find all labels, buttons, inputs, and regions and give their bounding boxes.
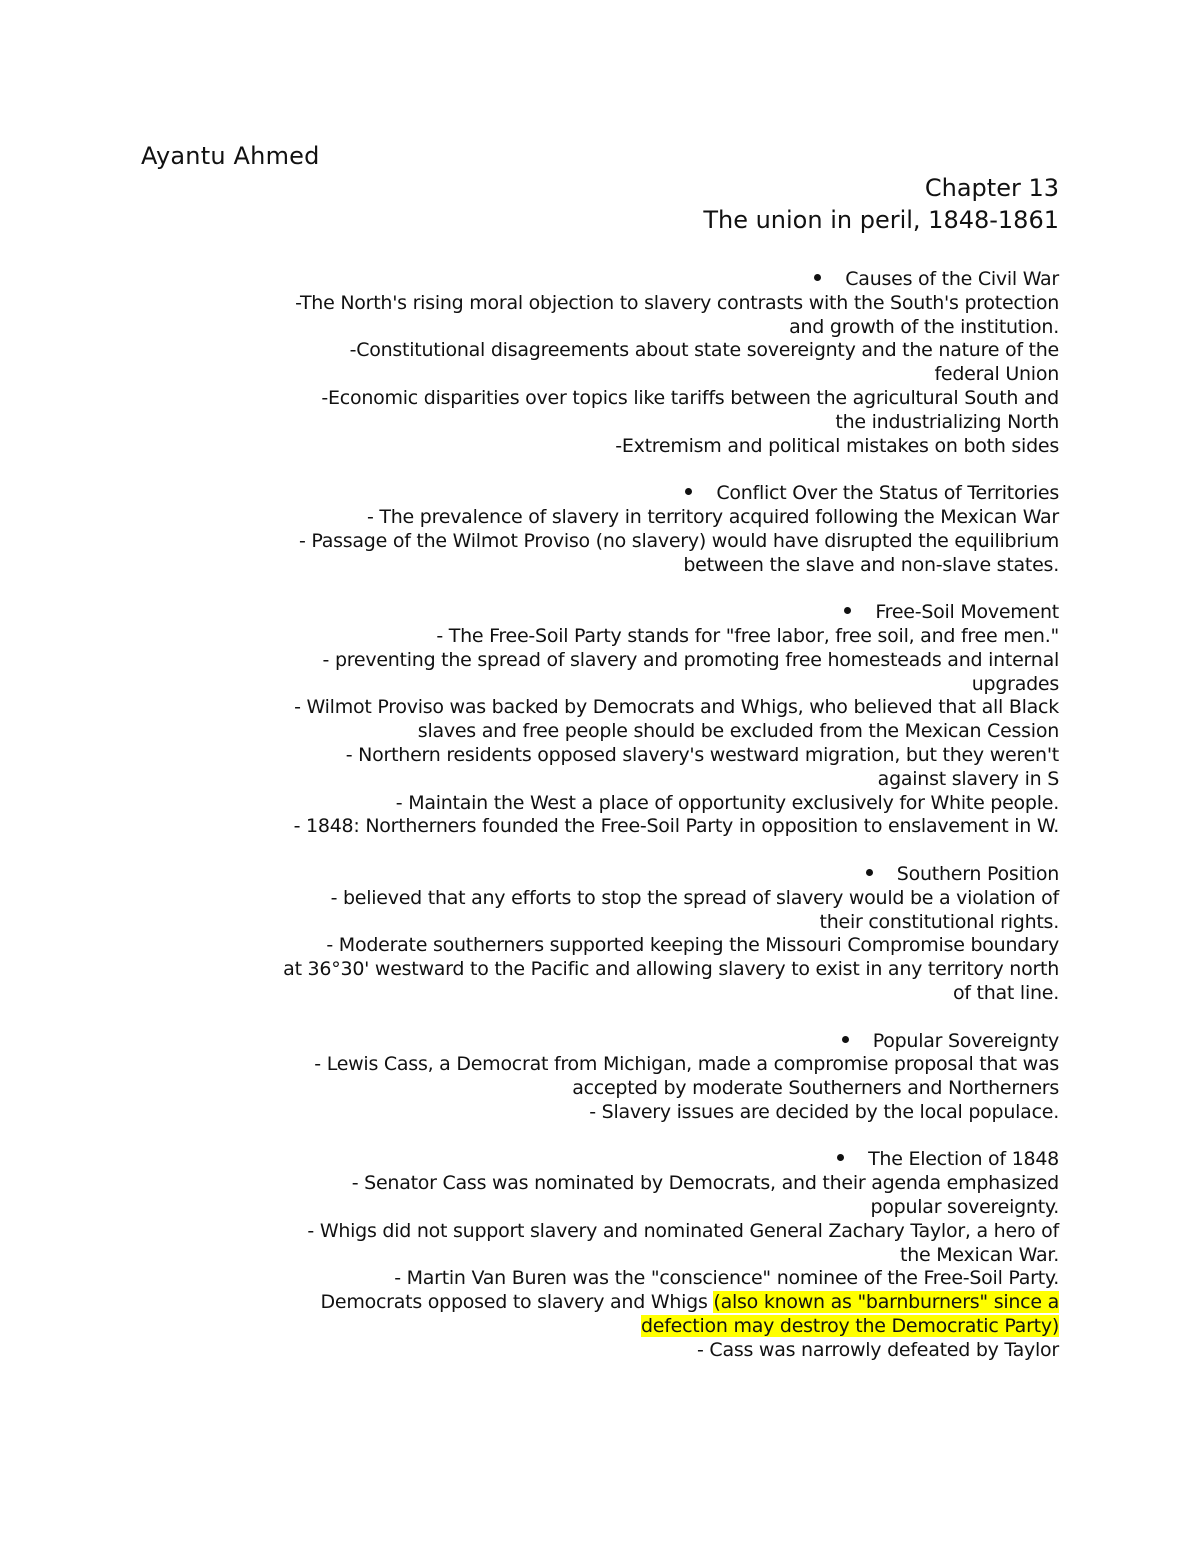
note-line: - 1848: Northerners founded the Free-Soil Party in opposition to enslavement in W. (293, 815, 1059, 838)
note-line: - Passage of the Wilmot Proviso (no slavery) would have disrupted the equilibrium (298, 529, 1059, 552)
note-line: - Lewis Cass, a Democrat from Michigan, made a compromise proposal that was (314, 1053, 1059, 1076)
note-line: - Martin Van Buren was the "conscience" nominee of the Free-Soil Party. (394, 1267, 1059, 1290)
note-line: - Senator Cass was nominated by Democrats, and their agenda emphasized (351, 1172, 1059, 1195)
note-line: - Slavery issues are decided by the local populace. (589, 1100, 1059, 1123)
note-line: and growth of the institution. (789, 315, 1059, 338)
note-line: federal Union (934, 363, 1059, 386)
note-line: - Northern residents opposed slavery's westward migration, but they weren't (345, 743, 1059, 766)
note-line: slaves and free people should be excluded from the Mexican Cession (417, 720, 1059, 743)
note-line: -Economic disparities over topics like tariffs between the agricultural South and (321, 386, 1059, 409)
section-title: Southern Position (896, 862, 1059, 885)
note-text: Democrats opposed to slavery and Whigs (320, 1291, 714, 1314)
note-line: - believed that any efforts to stop the spread of slavery would be a violation of (330, 886, 1059, 909)
note-line: between the slave and non-slave states. (683, 553, 1059, 576)
section-title: The Election of 1848 (868, 1148, 1059, 1171)
note-line: accepted by moderate Southerners and Northerners (572, 1077, 1059, 1100)
note-line: - preventing the spread of slavery and promoting free homesteads and internal (322, 648, 1059, 671)
section-popular-sovereignty (130, 1030, 1059, 1125)
note-line: - Wilmot Proviso was backed by Democrats and Whigs, who believed that all Black (294, 696, 1059, 719)
section-title: Free-Soil Movement (875, 601, 1059, 624)
note-line: - The prevalence of slavery in territory acquired following the Mexican War (367, 505, 1059, 528)
chapter-header (703, 172, 1059, 236)
highlighted-text: defection may destroy the Democratic Party) (640, 1315, 1059, 1338)
note-line: popular sovereignty. (870, 1196, 1059, 1219)
section-title: Causes of the Civil War (845, 268, 1059, 290)
notes-body (130, 268, 1059, 1386)
note-line: - Maintain the West a place of opportunity exclusively for White people. (395, 791, 1059, 814)
note-line: upgrades (971, 672, 1059, 695)
note-line: -Extremism and political mistakes on both sides (615, 434, 1059, 457)
note-line: -The North's rising moral objection to slavery contrasts with the South's protection (295, 291, 1059, 314)
section-territories (130, 482, 1059, 577)
note-line: - Moderate southerners supported keeping the Missouri Compromise boundary (326, 934, 1059, 957)
note-line: the Mexican War. (900, 1243, 1059, 1266)
section-title: Popular Sovereignty (872, 1029, 1059, 1052)
highlighted-text: (also known as "barnburners" since a (713, 1291, 1059, 1314)
note-line: - Whigs did not support slavery and nominated General Zachary Taylor, a hero of (307, 1219, 1059, 1242)
note-line: their constitutional rights. (819, 910, 1059, 933)
note-line: - The Free-Soil Party stands for "free labor, free soil, and free men." (436, 624, 1059, 647)
section-causes (130, 268, 1059, 458)
chapter-number: Chapter 13 (924, 174, 1059, 202)
bullet-icon (842, 1036, 849, 1043)
bullet-icon (866, 869, 873, 876)
note-line: against slavery in S (877, 767, 1059, 790)
section-free-soil (130, 601, 1059, 839)
chapter-title: The union in peril, 1848-1861 (703, 206, 1059, 234)
bullet-icon (814, 274, 821, 281)
note-line: -Constitutional disagreements about state sovereignty and the nature of the (349, 339, 1059, 362)
note-line-mixed (130, 1291, 1059, 1315)
note-line: the industrializing North (835, 410, 1059, 433)
bullet-icon (844, 607, 851, 614)
section-election-1848 (130, 1148, 1059, 1362)
note-line: - Cass was narrowly defeated by Taylor (697, 1338, 1059, 1361)
note-line: at 36°30' westward to the Pacific and allowing slavery to exist in any territory north (283, 958, 1059, 981)
note-line: of that line. (952, 981, 1059, 1004)
bullet-icon (685, 488, 692, 495)
author-name: Ayantu Ahmed (141, 142, 320, 170)
section-southern-position (130, 863, 1059, 1006)
bullet-icon (837, 1154, 844, 1161)
section-title: Conflict Over the Status of Territories (716, 482, 1059, 505)
